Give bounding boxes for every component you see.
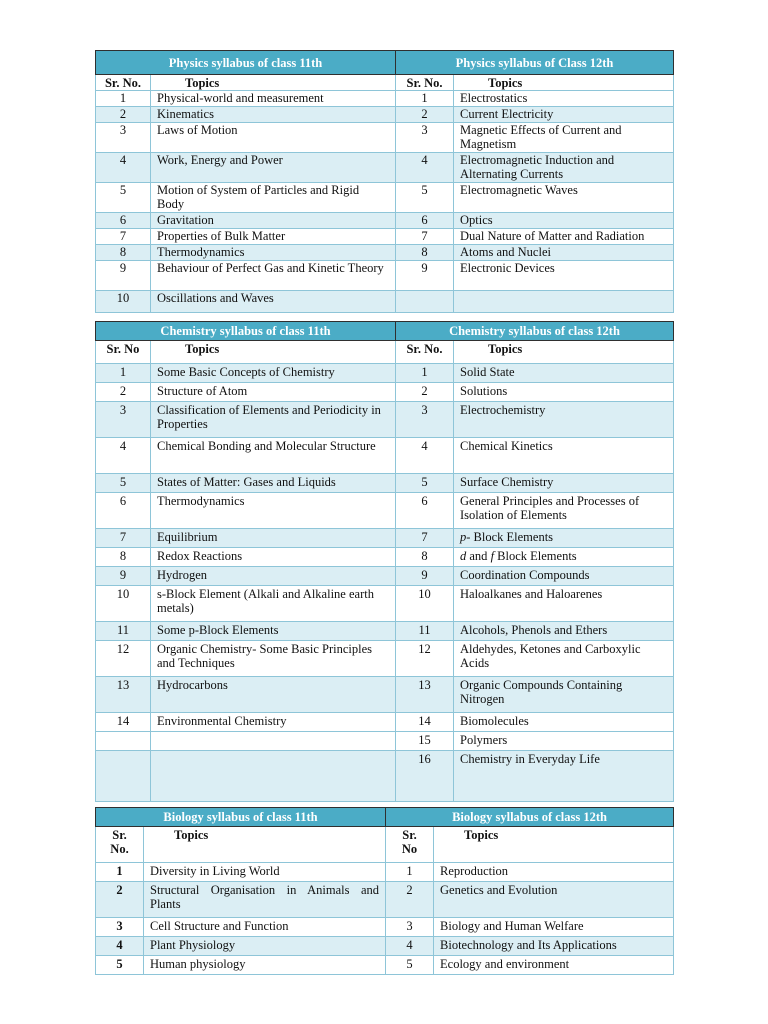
serial-number: 14 [396,713,454,732]
table-row [96,677,674,713]
topic: Cell Structure and Function [144,918,386,937]
serial-number: 13 [396,677,454,713]
table-row [96,493,674,529]
serial-number: 5 [396,183,454,213]
serial-number: 14 [96,713,151,732]
serial-number: 16 [396,751,454,802]
topic: Laws of Motion [151,123,396,153]
serial-number: 2 [96,882,144,918]
topic: Surface Chemistry [454,474,674,493]
serial-number: 8 [96,548,151,567]
table-row [96,438,674,474]
physics-12-header: Physics syllabus of Class 12th [396,51,674,75]
topic: General Principles and Processes of Isolation of Elements [454,493,674,529]
column-header-topics: Topics [434,827,674,863]
table-row [96,245,674,261]
topic: Thermodynamics [151,493,396,529]
serial-number: 7 [96,529,151,548]
topic-italic-letter: d [460,549,467,563]
topic: Equilibrium [151,529,396,548]
topic: Solutions [454,383,674,402]
topic: Optics [454,213,674,229]
table-row [96,529,674,548]
table-row [96,863,674,882]
topic: Hydrocarbons [151,677,396,713]
topic: Chemical Kinetics [454,438,674,474]
table-row [96,107,674,123]
topic [454,548,674,567]
biology-12-header: Biology syllabus of class 12th [386,808,674,827]
topic: Aldehydes, Ketones and Carboxylic Acids [454,641,674,677]
topic: Coordination Compounds [454,567,674,586]
serial-number: 5 [386,956,434,975]
serial-number: 7 [96,229,151,245]
topic: Work, Energy and Power [151,153,396,183]
serial-number: 11 [96,622,151,641]
serial-number [96,732,151,751]
table-row [96,713,674,732]
serial-number: 3 [396,402,454,438]
table-row [96,183,674,213]
topic [151,751,396,802]
topic [454,529,674,548]
serial-number: 5 [96,474,151,493]
serial-number: 9 [96,567,151,586]
topic-text: and [466,549,491,563]
topic: Structural Organisation in Animals and Plants [144,882,386,918]
serial-number: 7 [396,229,454,245]
topic: Some p-Block Elements [151,622,396,641]
table-row [96,882,674,918]
topic: Human physiology [144,956,386,975]
serial-number: 5 [96,956,144,975]
topic: Thermodynamics [151,245,396,261]
table-row [96,261,674,291]
serial-number: 15 [396,732,454,751]
topic: Dual Nature of Matter and Radiation [454,229,674,245]
serial-number: 4 [96,438,151,474]
topic: Classification of Elements and Periodicity in Properties [151,402,396,438]
topic: Diversity in Living World [144,863,386,882]
serial-number: 11 [396,622,454,641]
table-row [96,641,674,677]
topic: Electrochemistry [454,402,674,438]
chemistry-12-header: Chemistry syllabus of class 12th [396,322,674,341]
serial-number: 2 [396,107,454,123]
serial-number: 7 [396,529,454,548]
table-row [96,918,674,937]
column-header-sr-no [386,827,434,863]
serial-number: 6 [396,213,454,229]
serial-number: 8 [396,245,454,261]
table-row [96,383,674,402]
serial-number: 8 [96,245,151,261]
column-header-sr-no: Sr. No [96,341,151,364]
serial-number: 12 [96,641,151,677]
topic: Behaviour of Perfect Gas and Kinetic Theory [151,261,396,291]
serial-number: 4 [96,937,144,956]
topic: Organic Chemistry- Some Basic Principles and Techniques [151,641,396,677]
table-row [96,732,674,751]
topic: Alcohols, Phenols and Ethers [454,622,674,641]
physics-syllabus-table [95,50,674,313]
topic: Polymers [454,732,674,751]
serial-number: 1 [396,364,454,383]
topic [454,291,674,313]
topic: Physical-world and measurement [151,91,396,107]
topic: Chemistry in Everyday Life [454,751,674,802]
column-header-topics: Topics [151,75,396,91]
serial-number: 6 [396,493,454,529]
serial-number: 9 [96,261,151,291]
chemistry-11-header: Chemistry syllabus of class 11th [96,322,396,341]
topic: Plant Physiology [144,937,386,956]
column-header-topics: Topics [454,341,674,364]
serial-number: 6 [96,493,151,529]
serial-number: 10 [396,586,454,622]
serial-number: 2 [386,882,434,918]
topic: Electromagnetic Waves [454,183,674,213]
topic: Some Basic Concepts of Chemistry [151,364,396,383]
table-row [96,91,674,107]
topic: Biomolecules [454,713,674,732]
column-header-no-line: No [401,842,418,856]
table-row [96,548,674,567]
table-row [96,402,674,438]
topic: Structure of Atom [151,383,396,402]
topic: Redox Reactions [151,548,396,567]
table-row [96,153,674,183]
column-header-sr-no: Sr. No. [96,75,151,91]
serial-number: 1 [96,364,151,383]
serial-number: 6 [96,213,151,229]
serial-number: 3 [96,402,151,438]
serial-number: 9 [396,261,454,291]
topic: Genetics and Evolution [434,882,674,918]
serial-number: 13 [96,677,151,713]
topic [151,732,396,751]
column-header-topics: Topics [151,341,396,364]
table-row [96,474,674,493]
topic: Kinematics [151,107,396,123]
topic: Solid State [454,364,674,383]
topic: Environmental Chemistry [151,713,396,732]
column-header-topics: Topics [144,827,386,863]
topic: s-Block Element (Alkali and Alkaline earth metals) [151,586,396,622]
serial-number: 1 [96,91,151,107]
topic: Atoms and Nuclei [454,245,674,261]
topic: Magnetic Effects of Current and Magnetism [454,123,674,153]
table-row [96,364,674,383]
column-header-sr-line: Sr. [112,828,127,842]
biology-syllabus-table [95,807,674,975]
serial-number: 2 [396,383,454,402]
table-row [96,291,674,313]
serial-number: 1 [396,91,454,107]
topic: Biotechnology and Its Applications [434,937,674,956]
topic: Biology and Human Welfare [434,918,674,937]
serial-number: 10 [96,586,151,622]
topic: Chemical Bonding and Molecular Structure [151,438,396,474]
serial-number: 5 [396,474,454,493]
serial-number [96,751,151,802]
topic: Properties of Bulk Matter [151,229,396,245]
topic-italic-letter: p [460,530,467,544]
topic: Motion of System of Particles and Rigid Body [151,183,396,213]
serial-number [396,291,454,313]
topic-italic-letter: f [490,549,495,563]
table-row [96,586,674,622]
topic-text: - Block Elements [466,530,554,544]
serial-number: 3 [386,918,434,937]
column-header-no-line: No. [110,842,129,856]
serial-number: 4 [386,937,434,956]
chemistry-syllabus-table [95,321,674,802]
topic: Organic Compounds Containing Nitrogen [454,677,674,713]
table-row [96,751,674,802]
biology-11-header: Biology syllabus of class 11th [96,808,386,827]
topic: Electronic Devices [454,261,674,291]
serial-number: 4 [96,153,151,183]
table-row [96,229,674,245]
topic-text: Block Elements [494,549,577,563]
physics-11-header: Physics syllabus of class 11th [96,51,396,75]
serial-number: 5 [96,183,151,213]
table-row [96,567,674,586]
topic: Haloalkanes and Haloarenes [454,586,674,622]
topic: Hydrogen [151,567,396,586]
serial-number: 9 [396,567,454,586]
table-row [96,123,674,153]
column-header-topics: Topics [454,75,674,91]
table-row [96,213,674,229]
serial-number: 2 [96,383,151,402]
serial-number: 2 [96,107,151,123]
table-row [96,956,674,975]
serial-number: 4 [396,153,454,183]
serial-number: 1 [386,863,434,882]
column-header-sr-no: Sr. No. [396,75,454,91]
serial-number: 12 [396,641,454,677]
table-row [96,937,674,956]
serial-number: 3 [96,123,151,153]
topic: Oscillations and Waves [151,291,396,313]
serial-number: 1 [96,863,144,882]
column-header-sr-no [96,827,144,863]
topic: Ecology and environment [434,956,674,975]
topic: Electromagnetic Induction and Alternating Currents [454,153,674,183]
topic: States of Matter: Gases and Liquids [151,474,396,493]
serial-number: 8 [396,548,454,567]
topic: Gravitation [151,213,396,229]
table-row [96,622,674,641]
column-header-sr-line: Sr. [402,828,417,842]
serial-number: 10 [96,291,151,313]
topic: Reproduction [434,863,674,882]
column-header-sr-no: Sr. No. [396,341,454,364]
serial-number: 3 [396,123,454,153]
topic: Electrostatics [454,91,674,107]
serial-number: 4 [396,438,454,474]
topic: Current Electricity [454,107,674,123]
serial-number: 3 [96,918,144,937]
